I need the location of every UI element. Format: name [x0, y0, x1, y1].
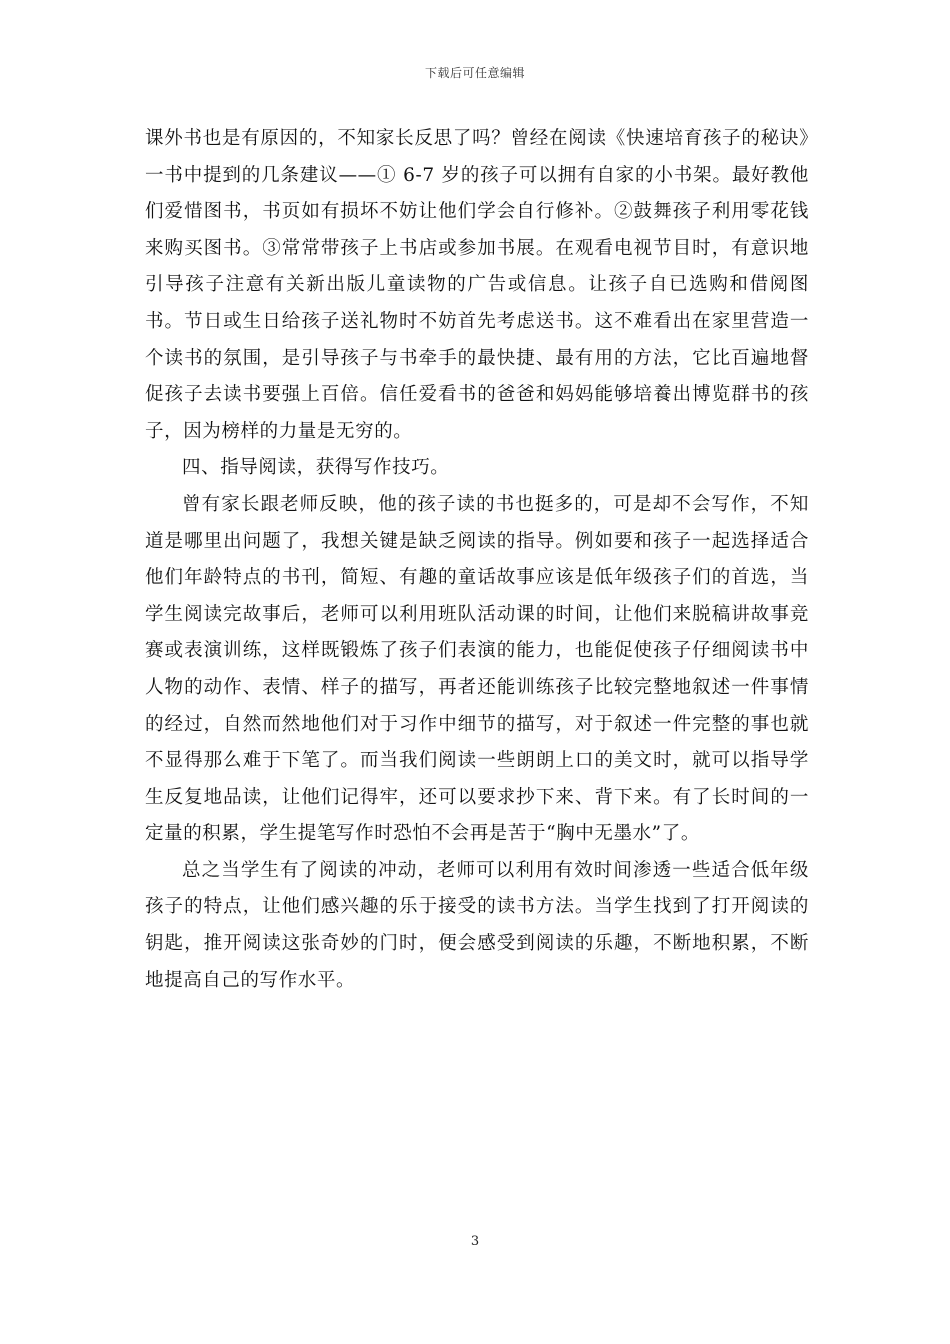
section-heading: 四、指导阅读，获得写作技巧。	[182, 457, 450, 479]
paragraph-guidance: 曾有家长跟老师反映，他的孩子读的书也挺多的，可是却不会写作，不知道是哪里出问题了，我想关键是缺乏阅读的指导。例如要和孩子一起选择适合他们年龄特点的书刊，简短、有趣的童话故事应该是低年级孩子们的首选，当学生阅读完故事后，老师可以利用班队活动课的时间，让他们来脱稿讲故事竞赛或表演训练，这样既锻炼了孩子们表演的能力，也能促使孩子仔细阅读书中人物的动作、表情、样子的描写，再者还能训练孩子比较完整地叙述一件事情的经过，自然而然地他们对于习作中细节的描写，对于叙述一件完整的事也就不显得那么难于下笔了。而当我们阅读一些朗朗上口的美文时，就可以指导学生反复地品读，让他们记得牢，还可以要求抄下来、背下来。有了长时间的一定量的积累，学生提笔写作时恐怕不会再是苦于“胸中无墨水”了。	[145, 493, 809, 845]
paragraph-conclusion: 总之当学生有了阅读的冲动，老师可以利用有效时间渗透一些适合低年级孩子的特点，让他们感兴趣的乐于接受的读书方法。当学生找到了打开阅读的钥匙，推开阅读这张奇妙的门时，便会感受到阅读的乐趣，不断地积累，不断地提高自己的写作水平。	[145, 859, 809, 991]
document-body	[145, 121, 809, 999]
page-header: 下载后可任意编辑	[424, 66, 525, 80]
page-number: 3	[470, 1234, 480, 1249]
paragraph-continuation: 课外书也是有原因的，不知家长反思了吗？曾经在阅读《快速培育孩子的秘诀》一书中提到的几条建议——① 6-7 岁的孩子可以拥有自家的小书架。最好教他们爱惜图书，书页如有损坏不妨让他们学会自行修补。②鼓舞孩子利用零花钱来购买图书。③常常带孩子上书店或参加书展。在观看电视节目时，有意识地引导孩子注意有关新出版儿童读物的广告或信息。让孩子自已选购和借阅图书。节日或生日给孩子送礼物时不妨首先考虑送书。这不难看出在家里营造一个读书的氛围，是引导孩子与书牵手的最快捷、最有用的方法，它比百遍地督促孩子去读书要强上百倍。信任爱看书的爸爸和妈妈能够培養出博览群书的孩子，因为榜样的力量是无穷的。	[145, 128, 809, 442]
